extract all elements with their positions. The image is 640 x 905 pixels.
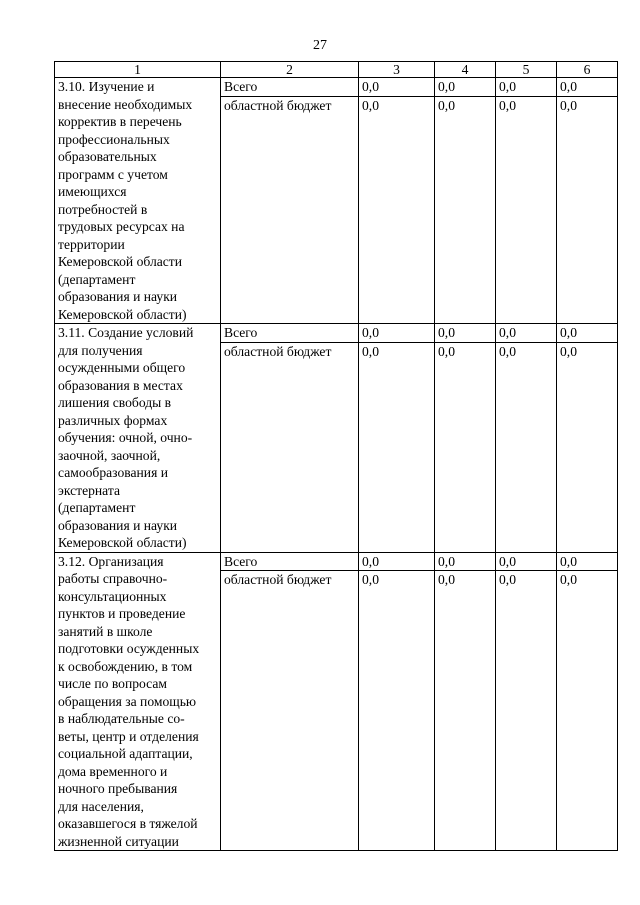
value-cell: 0,0 (496, 78, 557, 97)
column-number: 5 (496, 62, 557, 78)
value-cell: 0,0 (435, 571, 496, 851)
funding-source-cell: областной бюджет (221, 571, 359, 851)
page-number: 27 (313, 38, 327, 53)
column-number: 1 (55, 62, 221, 78)
table-row (55, 324, 618, 343)
column-number: 3 (359, 62, 435, 78)
value-cell: 0,0 (557, 96, 618, 324)
value-cell: 0,0 (557, 324, 618, 343)
funding-source-cell: областной бюджет (221, 342, 359, 552)
column-number-row (55, 62, 618, 78)
value-cell: 0,0 (496, 342, 557, 552)
table-row (55, 78, 618, 97)
column-number: 4 (435, 62, 496, 78)
funding-source-cell: Всего (221, 78, 359, 97)
value-cell: 0,0 (359, 342, 435, 552)
value-cell: 0,0 (496, 324, 557, 343)
value-cell: 0,0 (435, 342, 496, 552)
value-cell: 0,0 (557, 78, 618, 97)
activity-cell: 3.12. Организация работы справочно- консультационных пунктов и проведение занятий в школе подготовки осужденных к освобождению, в том числе по вопросам обращения за помощью в наблюдательные со- веты, центр и отделения социальной адаптации, дома временного и ночного пребывания для населения, оказавшегося в тяжелой жизненной ситуации (55, 552, 221, 851)
value-cell: 0,0 (359, 552, 435, 571)
value-cell: 0,0 (359, 78, 435, 97)
funding-source-cell: Всего (221, 552, 359, 571)
column-number: 2 (221, 62, 359, 78)
value-cell: 0,0 (359, 324, 435, 343)
value-cell: 0,0 (435, 552, 496, 571)
value-cell: 0,0 (557, 571, 618, 851)
value-cell: 0,0 (359, 96, 435, 324)
value-cell: 0,0 (496, 96, 557, 324)
activity-cell: 3.10. Изучение и внесение необходимых корректив в перечень профессиональных образовательных программ с учетом имеющихся потребностей в трудовых ресурсах на территории Кемеровской области (департамент образования и науки Кемеровской области) (55, 78, 221, 324)
value-cell: 0,0 (435, 96, 496, 324)
value-cell: 0,0 (496, 552, 557, 571)
funding-source-cell: областной бюджет (221, 96, 359, 324)
value-cell: 0,0 (557, 552, 618, 571)
column-number: 6 (557, 62, 618, 78)
value-cell: 0,0 (435, 324, 496, 343)
value-cell: 0,0 (557, 342, 618, 552)
budget-table (54, 61, 618, 851)
table-row (55, 552, 618, 571)
funding-source-cell: Всего (221, 324, 359, 343)
value-cell: 0,0 (359, 571, 435, 851)
activity-cell: 3.11. Создание условий для получения осужденными общего образования в местах лишения свободы в различных формах обучения: очной, очно- заочной, заочной, самообразования и экстерната (департамент образования и науки Кемеровской области) (55, 324, 221, 553)
value-cell: 0,0 (496, 571, 557, 851)
value-cell: 0,0 (435, 78, 496, 97)
